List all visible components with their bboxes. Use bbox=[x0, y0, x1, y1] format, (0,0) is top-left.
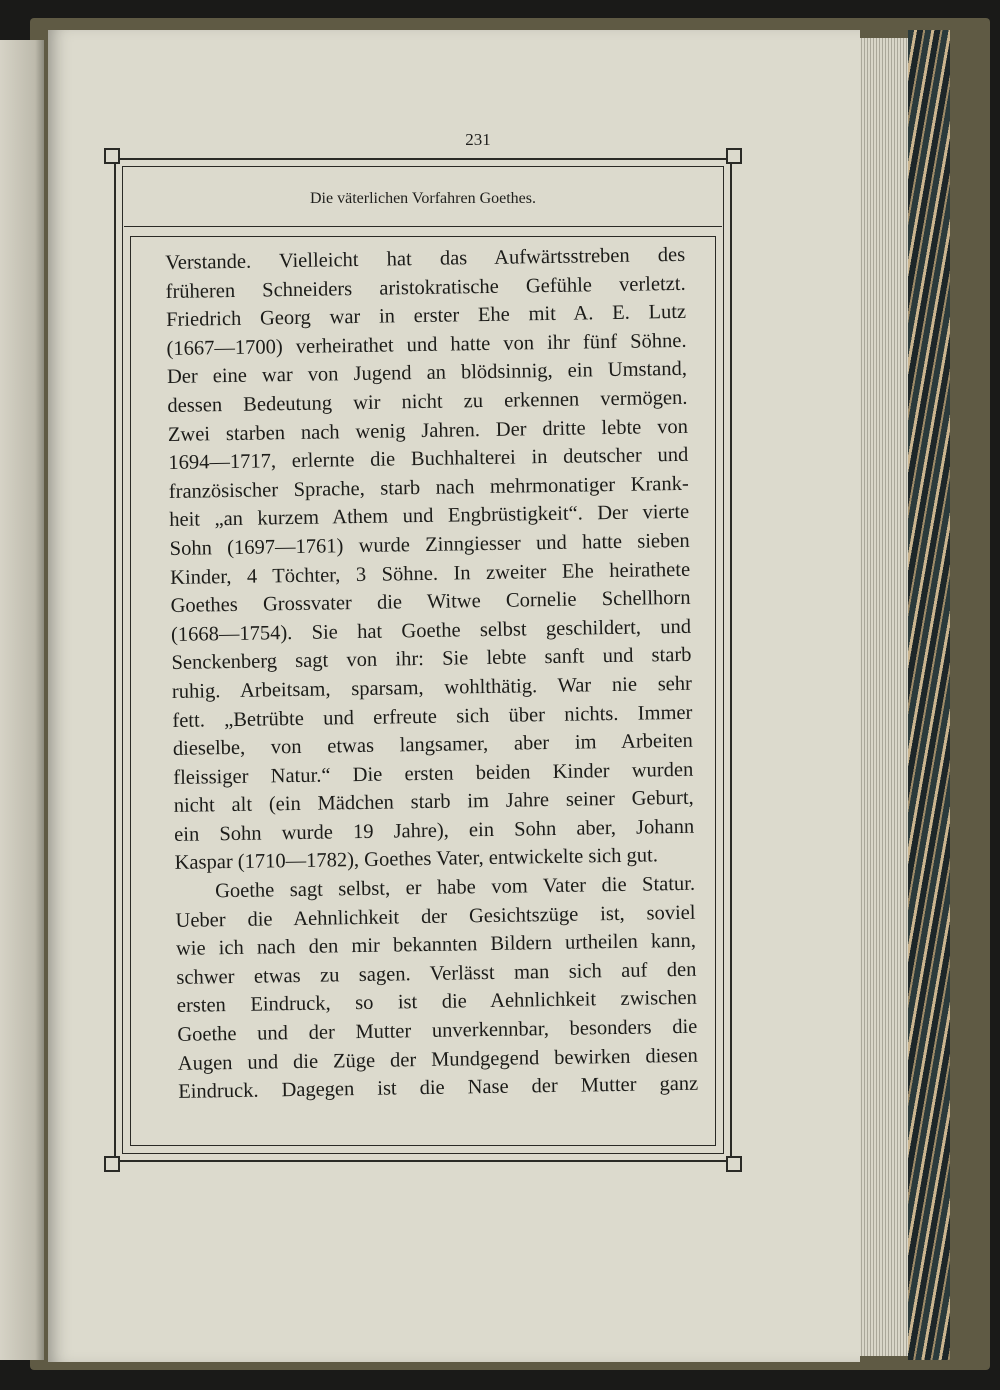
ornamental-frame bbox=[114, 158, 732, 1162]
text-line: Friedrich Georg war in erster Ehe mit A. E. Lutz bbox=[165, 301, 687, 332]
text-line: fleissiger Natur.“ Die ersten beiden Kinder wurden bbox=[173, 758, 694, 789]
text-box bbox=[130, 236, 716, 1146]
text-line: Kaspar (1710—1782), Goethes Vater, entwickelte sich gut. bbox=[174, 844, 659, 875]
text-line: ein Sohn wurde 19 Jahre), ein Sohn aber, Johann bbox=[174, 815, 695, 846]
frame-corner-top-right bbox=[726, 148, 742, 164]
text-line: fett. „Betrübte und erfreute sich über nichts. Immer bbox=[172, 701, 693, 732]
text-line: dessen Bedeutung wir nicht zu erkennen vermögen. bbox=[167, 386, 688, 417]
body-text bbox=[165, 241, 698, 1107]
running-head: Die väterlichen Vorfahren Goethes. bbox=[310, 190, 536, 207]
text-line: dieselbe, von etwas langsamer, aber im Arbeiten bbox=[172, 729, 693, 761]
text-line: nicht alt (ein Mädchen starb im Jahre seiner Geburt, bbox=[173, 787, 694, 818]
text-line: ersten Eindruck, so ist die Aehnlichkeit zwischen bbox=[176, 987, 698, 1018]
text-line: französischer Sprache, starb nach mehrmonatiger Krank- bbox=[168, 472, 689, 503]
marbled-edge bbox=[908, 30, 950, 1360]
frame-corner-bottom-left bbox=[104, 1156, 120, 1172]
text-line: wie ich nach den mir bekannten Bildern urtheilen kann, bbox=[175, 929, 697, 961]
page-number: 231 bbox=[465, 130, 491, 149]
text-line: Goethes Grossvater die Witwe Cornelie Schellhorn bbox=[170, 586, 691, 618]
frame-corner-top-left bbox=[104, 148, 120, 164]
text-line: Goethe sagt selbst, er habe vom Vater die Statur. bbox=[214, 872, 696, 903]
text-line: Ueber die Aehnlichkeit der Gesichtszüge ist, soviel bbox=[175, 901, 696, 932]
text-line: Goethe und der Mutter unverkennbar, besonders die bbox=[177, 1015, 698, 1046]
text-line: Zwei starben nach wenig Jahren. Der dritte lebte von bbox=[167, 415, 689, 446]
text-line: Sohn (1697—1761) wurde Zinngiesser und hatte sieben bbox=[169, 529, 690, 560]
text-line: (1668—1754). Sie hat Goethe selbst geschildert, und bbox=[170, 615, 692, 646]
frame-corner-bottom-right bbox=[726, 1156, 742, 1172]
text-line: ruhig. Arbeitsam, sparsam, wohlthätig. War nie sehr bbox=[171, 672, 693, 703]
header-box bbox=[124, 168, 722, 227]
text-line: Kinder, 4 Töchter, 3 Söhne. In zweiter Ehe heirathete bbox=[169, 558, 691, 589]
text-line: heit „an kurzem Athem und Engbrüstigkeit“. Der vierte bbox=[169, 501, 690, 532]
text-line: Senckenberg sagt von ihr: Sie lebte sanft und starb bbox=[171, 644, 692, 675]
text-line: Augen und die Züge der Mundgegend bewirken diesen bbox=[177, 1044, 698, 1075]
text-line: Verstande. Vielleicht hat das Aufwärtsstreben des bbox=[165, 243, 686, 274]
left-page-edge bbox=[0, 40, 44, 1360]
text-line: 1694—1717, erlernte die Buchhalterei in deutscher und bbox=[168, 443, 689, 475]
text-line: Der eine war von Jugend an blödsinnig, ein Umstand, bbox=[166, 358, 688, 389]
book-page bbox=[48, 30, 860, 1362]
text-line: Eindruck. Dagegen ist die Nase der Mutter ganz bbox=[178, 1072, 699, 1104]
text-line: schwer etwas zu sagen. Verlässt man sich auf den bbox=[176, 958, 697, 989]
text-line: früheren Schneiders aristokratische Gefühle verletzt. bbox=[165, 272, 686, 303]
text-line: (1667—1700) verheirathet und hatte von ihr fünf Söhne. bbox=[166, 329, 687, 360]
